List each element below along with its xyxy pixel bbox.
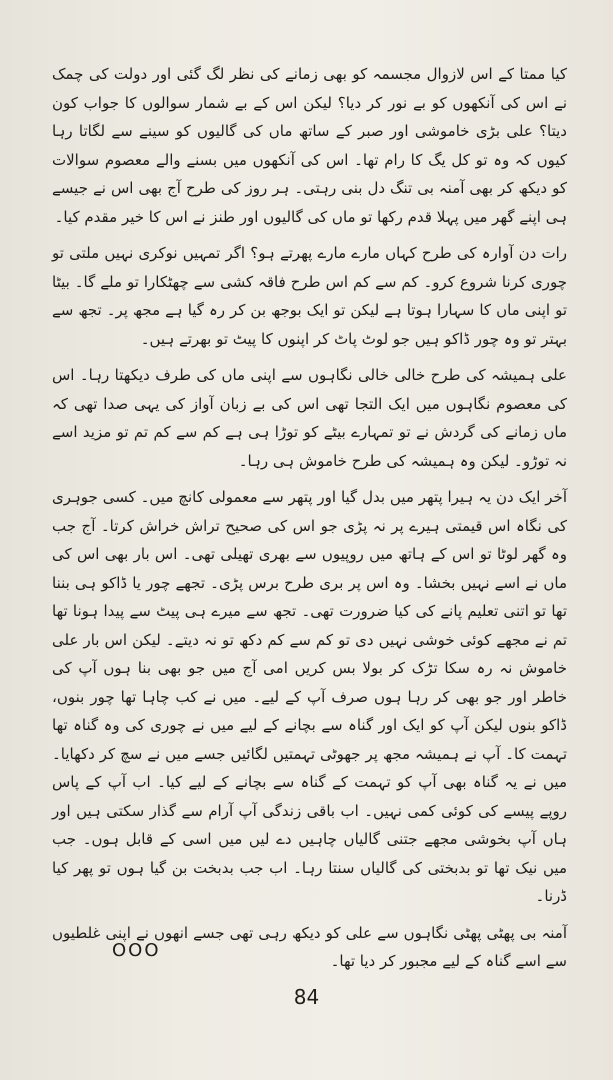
section-end-mark: OOO <box>112 940 161 961</box>
body-text <box>52 60 567 984</box>
page-number: 84 <box>293 985 320 1009</box>
paragraph-5: آمنہ بی پھٹی پھٹی نگاہوں سے علی کو دیکھ رہی تھی جسے انھوں نے اپنی غلطیوں سے اسے گناہ کے لیے مجبور کر دیا تھا۔ <box>52 923 567 970</box>
paragraph-4: آخر ایک دن یہ ہیرا پتھر میں بدل گیا اور پتھر سے معمولی کانچ میں۔ کسی جوہری کی نگاہ اس قیمتی ہیرے پر نہ پڑی جو اس کی صحیح تراش خراش کرتا۔ آج جب وہ گھر لوٹا تو اس کے ہاتھ میں روپیوں سے بھری تھیلی تھی۔ اس بار بھی اس کی ماں نے اسے نہیں بخشا۔ وہ اس پر بری طرح برس پڑی۔ تجھے چور یا ڈاکو ہی بننا تھا تو اتنی تعلیم پانے کی کیا ضرورت تھی۔ تجھ سے میرے ہی پیٹ سے پیدا ہونا تھا تم نے مجھے کوئی خوشی نہیں دی تو کم سے کم دکھ تو نہ دیتے۔ لیکن اس بار علی خاموش نہ رہ سکا تڑک کر بولا بس کریں امی آج میں جو بھی بنا ہوں آپ کی خاطر اور جو بھی کر رہا ہوں صرف آپ کے لیے۔ میں نے کب چاہا تھا چور بنوں، ڈاکو بنوں لیکن آپ کو ایک اور گناہ سے بچانے کے لیے میں نے چوری کی وہ گناہ تھا تہمت کا۔ آپ نے ہمیشہ مجھ پر جھوٹی تہمتیں لگائیں جسے میں نے سچ کر دکھایا۔ میں نے یہ گناہ بھی آپ کو تہمت کے گناہ سے بچانے کے لیے کیا۔ اب آپ کے پاس روپے پیسے کی کوئی کمی نہیں۔ اب باقی زندگی آپ آرام سے گذار سکتی ہیں اور ہاں آپ بخوشی مجھے جتنی گالیاں چاہیں دے لیں میں اسی کے قابل ہوں۔ جب میں نیک تھا تو بدبختی کی گالیاں سنتا رہا۔ اب جب بدبخت بن گیا ہوں تو پھر کیا ڈرنا۔ <box>52 488 567 905</box>
paragraph-1: کیا ممتا کے اس لازوال مجسمہ کو بھی زمانے کی نظر لگ گئی اور دولت کی چمک نے اس کی آنکھوں کو بے نور کر دیا؟ لیکن اس کے بے شمار سوالوں کا جواب کون دیتا؟ علی بڑی خاموشی اور صبر کے ساتھ ماں کی گالیوں کو سینے سے لگاتا رہا کیوں کہ وہ تو کل یگ کا رام تھا۔ اس کی آنکھوں میں بسنے والے معصوم سوالات کو دیکھ کر بھی آمنہ بی تنگ دل بنی رہتی۔ ہر روز کی طرح آج بھی اس نے جیسے ہی اپنے گھر میں پہلا قدم رکھا تو ماں کی گالیوں اور طنز نے اس کا خیر مقدم کیا۔ <box>52 65 567 226</box>
paragraph-3: علی ہمیشہ کی طرح خالی خالی نگاہوں سے اپنی ماں کی طرف دیکھتا رہا۔ اس کی معصوم نگاہوں میں ایک التجا تھی اس کی بے زبان آواز کی یہی صدا تھی کہ ماں زمانے کی گردش نے تو تمہارے بیٹے کو توڑا ہی ہے کم سے کم تم تو مزید اسے نہ توڑو۔ لیکن وہ ہمیشہ کی طرح خاموش ہی رہا۔ <box>52 366 567 470</box>
paragraph-2: رات دن آوارہ کی طرح کہاں مارے مارے پھرتے ہو؟ اگر تمہیں نوکری نہیں ملتی تو چوری کرنا شروع کرو۔ کم سے کم اس طرح فاقہ کشی سے چھٹکارا تو ملے گا۔ بیٹا تو اپنی ماں کا سہارا ہوتا ہے لیکن تو ایک بوجھ بن کر رہ گیا ہے مجھ پر۔ تجھ سے بہتر تو وہ چور ڈاکو ہیں جو لوٹ پاٹ کر اپنوں کا پیٹ تو بھرتے ہیں۔ <box>52 244 567 348</box>
